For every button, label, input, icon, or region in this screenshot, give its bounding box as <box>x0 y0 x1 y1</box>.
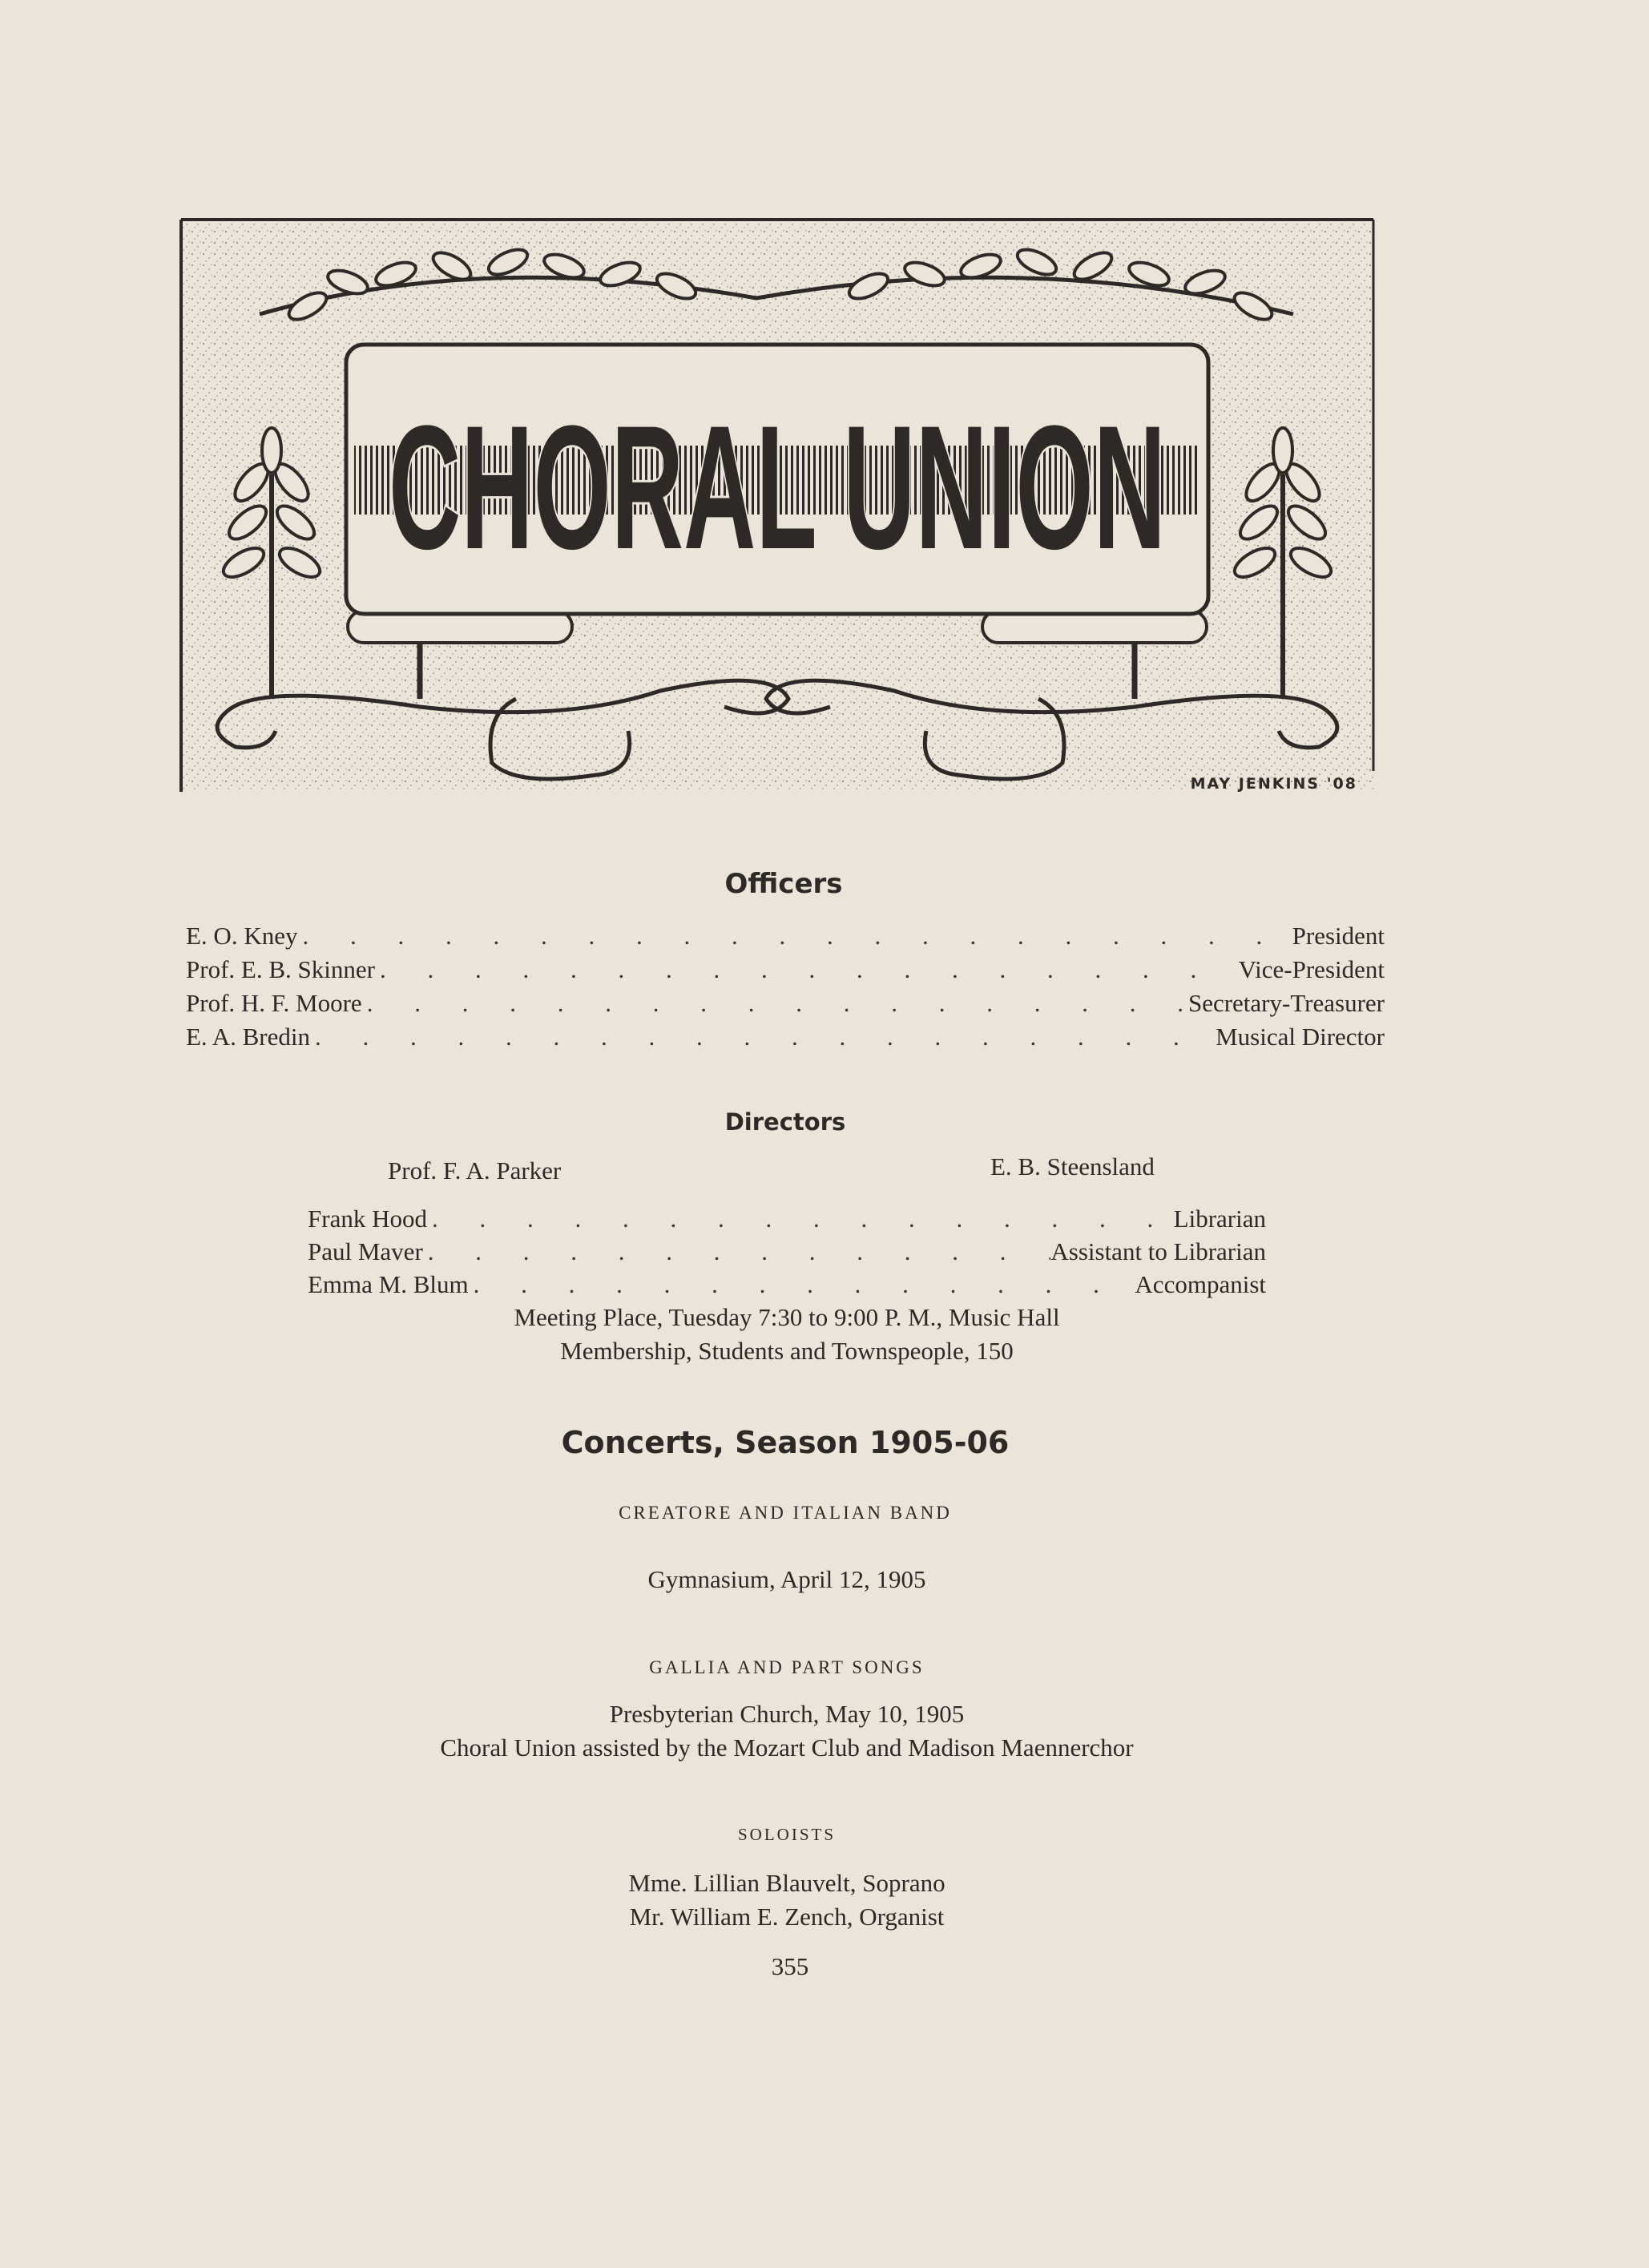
staff-name: Paul Maver <box>308 1237 423 1265</box>
officer-name: E. O. Kney <box>186 922 298 950</box>
officer-role: Vice-President <box>1238 955 1385 983</box>
leader-dots <box>375 955 1239 984</box>
staff-row <box>308 1237 1266 1266</box>
page-number: 355 <box>771 1952 809 1980</box>
officer-role: Musical Director <box>1216 1023 1385 1051</box>
officer-row <box>186 955 1385 984</box>
officer-name: E. A. Bredin <box>186 1023 310 1051</box>
soloist: Mr. William E. Zench, Organist <box>629 1903 945 1931</box>
officer-row <box>186 1023 1385 1051</box>
staff-role: Accompanist <box>1135 1270 1266 1298</box>
director-name: Prof. F. A. Parker <box>388 1156 562 1184</box>
director-name: E. B. Steensland <box>990 1152 1155 1180</box>
leader-dots <box>427 1205 1174 1233</box>
officer-role: Secretary-Treasurer <box>1187 989 1385 1017</box>
concert-detail: Gymnasium, April 12, 1905 <box>647 1565 926 1593</box>
officer-row <box>186 922 1385 950</box>
staff-name: Emma M. Blum <box>308 1270 469 1298</box>
leader-dots <box>423 1237 1051 1266</box>
staff-role: Assistant to Librarian <box>1050 1237 1266 1265</box>
soloists-heading: SOLOISTS <box>737 1825 837 1844</box>
officers-heading: Officers <box>724 868 843 900</box>
leader-dots <box>297 922 1292 950</box>
meeting-info: Meeting Place, Tuesday 7:30 to 9:00 P. M., Music Hall <box>514 1303 1060 1331</box>
staff-name: Frank Hood <box>308 1205 427 1233</box>
officer-role: President <box>1292 922 1385 950</box>
membership-info: Membership, Students and Townspeople, 150 <box>560 1337 1014 1365</box>
concerts-heading: Concerts, Season 1905-06 <box>561 1425 1010 1460</box>
directors-heading: Directors <box>724 1108 846 1136</box>
soloist: Mme. Lillian Blauvelt, Soprano <box>628 1869 945 1897</box>
choral-union-banner <box>179 218 1375 795</box>
concert-note: Choral Union assisted by the Mozart Club and Madison Maennerchor <box>440 1733 1134 1762</box>
leader-dots <box>362 989 1188 1018</box>
staff-role: Librarian <box>1173 1205 1266 1233</box>
concert-title: CREATORE AND ITALIAN BAND <box>619 1503 952 1523</box>
officer-row <box>186 989 1385 1018</box>
officer-name: Prof. H. F. Moore <box>186 989 362 1017</box>
leader-dots <box>469 1270 1135 1299</box>
banner-title: CHORAL UNION <box>389 389 1166 586</box>
concert-title: GALLIA AND PART SONGS <box>649 1657 925 1677</box>
concert-detail: Presbyterian Church, May 10, 1905 <box>609 1700 965 1728</box>
leader-dots <box>310 1023 1216 1051</box>
staff-row <box>308 1205 1266 1233</box>
officer-name: Prof. E. B. Skinner <box>186 955 375 983</box>
staff-row <box>308 1270 1266 1299</box>
artist-signature: MAY JENKINS '08 <box>1190 775 1357 793</box>
